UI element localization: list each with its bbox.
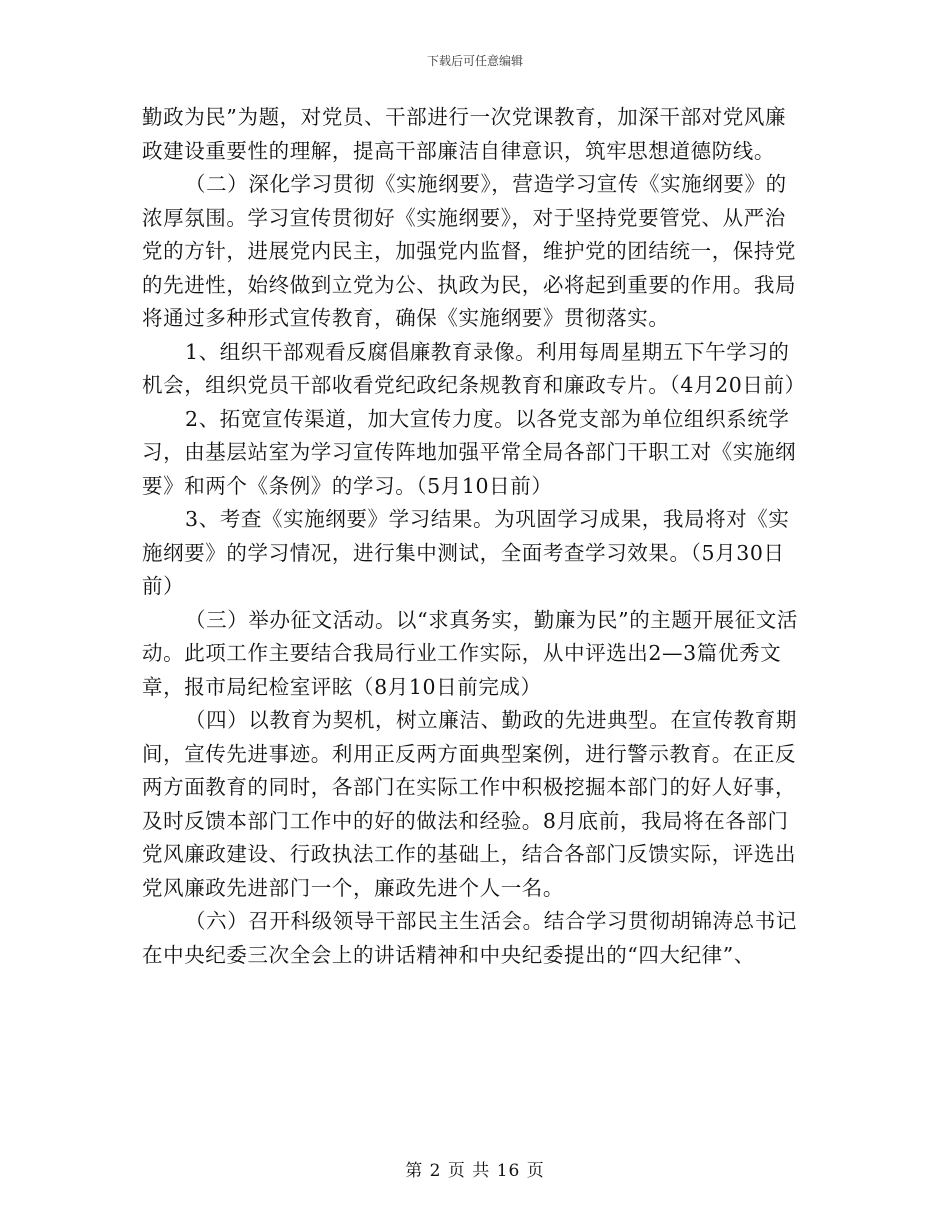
- paragraph-item-3: 3、考查《实施纲要》学习结果。为巩固学习成果，我局将对《实施纲要》的学习情况，进行集中测试，全面考查学习效果。（5月30日前）: [142, 507, 790, 598]
- paragraph-item-1: 1、组织干部观看反腐倡廉教育录像。利用每周星期五下午学习的机会，组织党员干部收看党纪政纪条规教育和廉政专片。（4月20日前）: [142, 339, 806, 397]
- paragraph-section-6: （六）召开科级领导干部民主生活会。结合学习贯彻胡锦涛总书记在中央纪委三次全会上的讲话精神和中央纪委提出的“四大纪律”、: [142, 909, 797, 967]
- paragraph-section-4: （四）以教育为契机，树立廉洁、勤政的先进典型。在宣传教育期间，宣传先进事迹。利用正反两方面典型案例，进行警示教育。在正反两方面教育的同时，各部门在实际工作中积极挖掘本部门的好人好事，及时反馈本部门工作中的好的做法和经验。8月底前，我局将在各部门党风廉政建设、行政执法工作的基础上，结合各部门反馈实际，评选出党风廉政先进部门一个，廉政先进个人一名。: [142, 708, 797, 900]
- page-footer: 第 2 页 共 16 页: [405, 1161, 545, 1181]
- paragraph-continuation: 勤政为民”为题，对党员、干部进行一次党课教育，加深干部对党风廉政建设重要性的理解，提高干部廉洁自律意识，筑牢思想道德防线。: [142, 105, 787, 163]
- paragraph-section-3: （三）举办征文活动。以“求真务实，勤廉为民”的主题开展征文活动。此项工作主要结合我局行业工作实际，从中评选出2—3篇优秀文章，报市局纪检室评眩（8月10日前完成）: [142, 607, 799, 699]
- page-header: 下载后可任意编辑: [426, 54, 523, 68]
- paragraph-section-2: （二）深化学习贯彻《实施纲要》，营造学习宣传《实施纲要》的浓厚氛围。学习宣传贯彻好《实施纲要》，对于坚持党要管党、从严治党的方针，进展党内民主，加强党内监督，维护党的团结统一，保持党的先进性，始终做到立党为公、执政为民，必将起到重要的作用。我局将通过多种形式宣传教育，确保《实施纲要》贯彻落实。: [142, 172, 797, 330]
- paragraph-item-2: 2、拓宽宣传渠道，加大宣传力度。以各党支部为单位组织系统学习，由基层站室为学习宣传阵地加强平常全局各部门干职工对《实施纲要》和两个《条例》的学习。（5月10日前）: [142, 406, 797, 498]
- document-body: [142, 101, 806, 972]
